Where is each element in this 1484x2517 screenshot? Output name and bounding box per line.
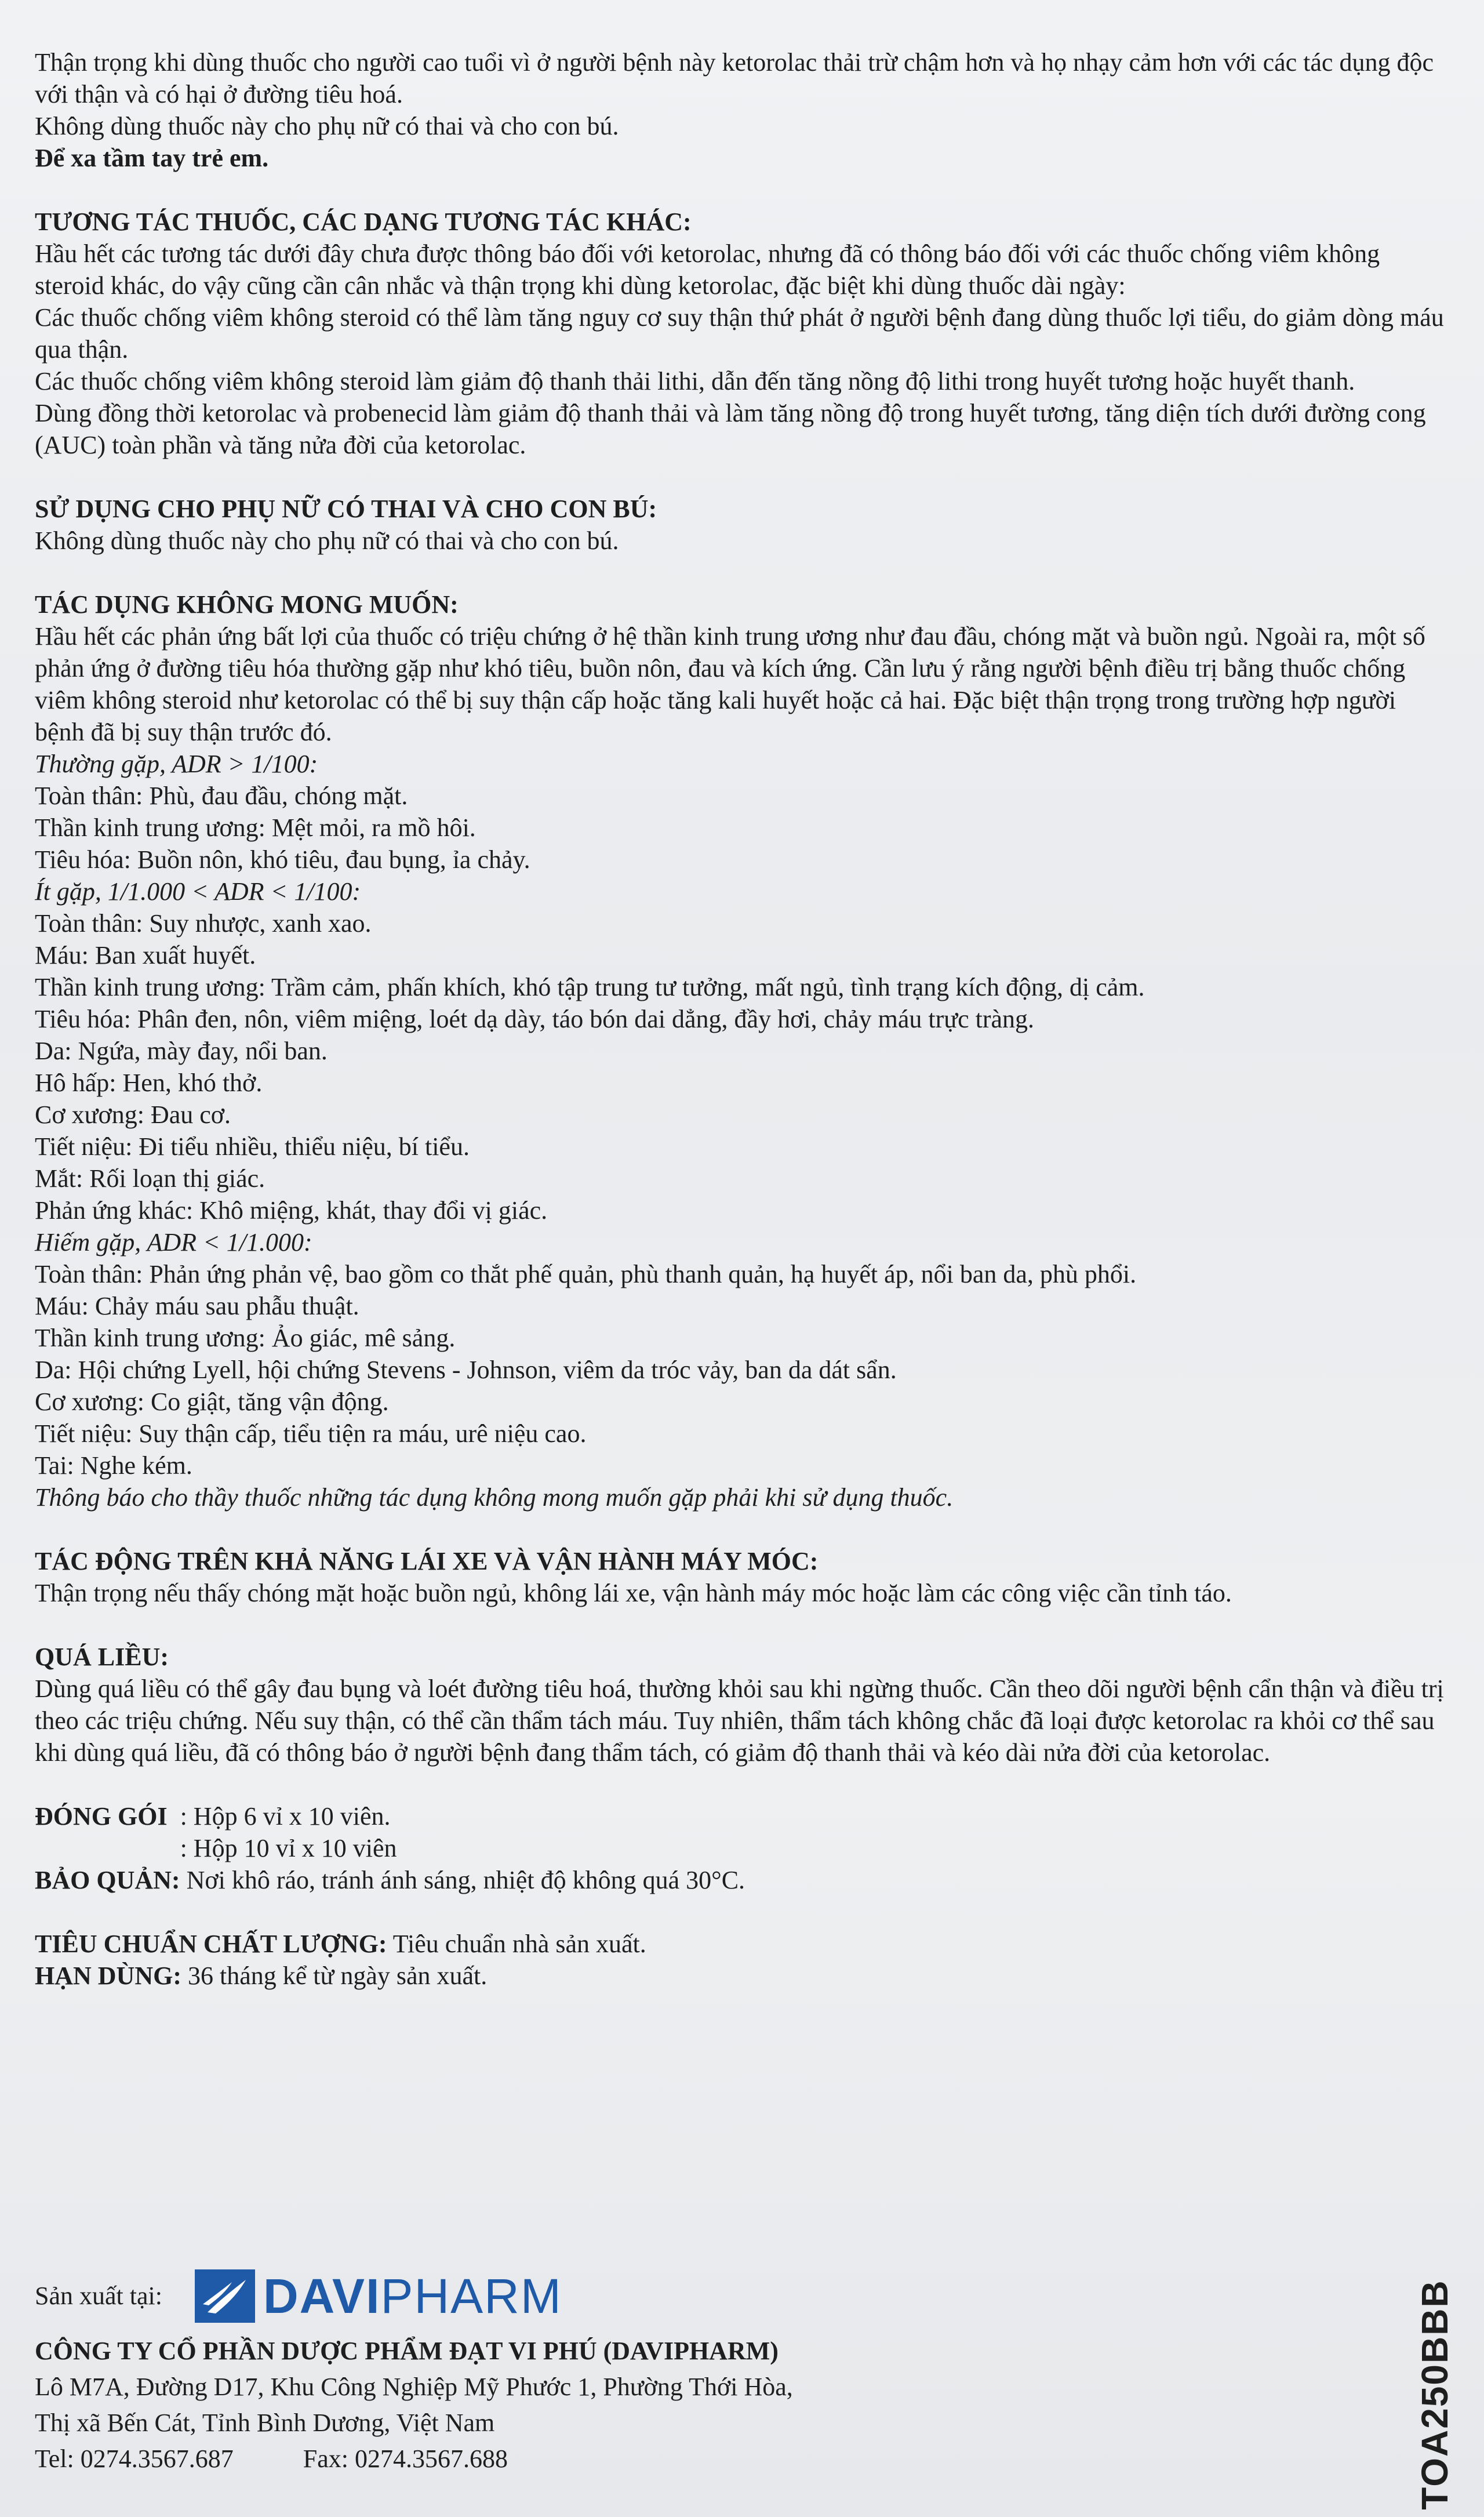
overdose-heading: QUÁ LIỀU: (35, 1643, 169, 1671)
adverse-item: Hô hấp: Hen, khó thở. (35, 1069, 263, 1097)
adverse-item: Toàn thân: Phản ứng phản vệ, bao gồm co thắt phế quản, phù thanh quản, hạ huyết áp, nổi ban da, phù phổi. (35, 1260, 1137, 1288)
leaflet-content (35, 46, 1449, 1992)
standard-section (35, 1928, 1449, 1992)
overdose-section (35, 1641, 1449, 1768)
caution-elderly: Thận trọng khi dùng thuốc cho người cao tuổi vì ở người bệnh này ketorolac thải trừ chậm hơn và họ nhạy cảm hơn với các tác dụng độc với thận và có hại ở đường tiêu hoá. (35, 48, 1434, 108)
print-code-text: TOA250BBB (1414, 2279, 1456, 2510)
adverse-item: Thần kinh trung ương: Ảo giác, mê sảng. (35, 1324, 456, 1352)
maker-row (35, 2267, 1368, 2325)
packaging-section (35, 1800, 1449, 1896)
interactions-paragraph: Các thuốc chống viêm không steroid làm giảm độ thanh thải lithi, dẫn đến tăng nồng độ lithi trong huyết tương hoặc huyết thanh. (35, 367, 1355, 395)
driving-section (35, 1545, 1449, 1609)
adverse-item: Cơ xương: Co giật, tăng vận động. (35, 1388, 389, 1416)
interactions-paragraph: Dùng đồng thời ketorolac và probenecid làm giảm độ thanh thải và làm tăng nồng độ trong huyết tương, tăng diện tích dưới đường cong (AUC) toàn phần và tăng nửa đời của ketorolac. (35, 399, 1426, 459)
caution-children: Để xa tầm tay trẻ em. (35, 144, 269, 172)
adverse-uncommon-label: Ít gặp, 1/1.000 < ADR < 1/100: (35, 877, 361, 906)
davipharm-logo (195, 2269, 562, 2323)
manufacturer-block (35, 2267, 1368, 2477)
adverse-item: Tiết niệu: Suy thận cấp, tiểu tiện ra máu, urê niệu cao. (35, 1419, 587, 1448)
storage-text: Nơi khô ráo, tránh ánh sáng, nhiệt độ không quá 30°C. (180, 1866, 745, 1894)
storage-row (35, 1864, 1449, 1896)
storage-label: BẢO QUẢN: (35, 1866, 180, 1894)
expiry-row (35, 1960, 1449, 1992)
standard-label: TIÊU CHUẨN CHẤT LƯỢNG: (35, 1930, 387, 1958)
adverse-item: Toàn thân: Suy nhược, xanh xao. (35, 909, 372, 938)
made-at-label: Sản xuất tại: (35, 2282, 162, 2310)
company-address-line: Thị xã Bến Cát, Tỉnh Bình Dương, Việt Nam (35, 2409, 495, 2437)
adverse-item: Cơ xương: Đau cơ. (35, 1100, 231, 1129)
driving-heading: TÁC ĐỘNG TRÊN KHẢ NĂNG LÁI XE VÀ VẬN HÀNH MÁY MÓC: (35, 1547, 819, 1575)
company-contacts (35, 2441, 1368, 2477)
pregnancy-section (35, 493, 1449, 557)
interactions-heading: TƯƠNG TÁC THUỐC, CÁC DẠNG TƯƠNG TÁC KHÁC: (35, 208, 692, 236)
adverse-item: Tiêu hóa: Phân đen, nôn, viêm miệng, loét dạ dày, táo bón dai dẳng, đầy hơi, chảy máu trực tràng. (35, 1005, 1035, 1033)
adverse-item: Da: Ngứa, mày đay, nổi ban. (35, 1037, 328, 1065)
adverse-item: Máu: Ban xuất huyết. (35, 941, 256, 969)
packaging-row (35, 1800, 1449, 1832)
adverse-item: Thần kinh trung ương: Mệt mỏi, ra mồ hôi. (35, 813, 476, 842)
caution-pregnancy: Không dùng thuốc này cho phụ nữ có thai và cho con bú. (35, 112, 619, 140)
adverse-item: Tai: Nghe kém. (35, 1451, 192, 1480)
adverse-section (35, 589, 1449, 1513)
pregnancy-text: Không dùng thuốc này cho phụ nữ có thai và cho con bú. (35, 526, 619, 555)
packaging-line: : Hộp 10 vỉ x 10 viên (180, 1834, 397, 1862)
adverse-intro: Hầu hết các phản ứng bất lợi của thuốc có triệu chứng ở hệ thần kinh trung ương như đau đầu, chóng mặt và buồn ngủ. Ngoài ra, một số phản ứng ở đường tiêu hóa thường gặp như khó tiêu, buồn nôn, đau và kích ứng. Cần lưu ý rằng người bệnh điều trị bằng thuốc chống viêm không steroid như ketorolac có thể bị suy thận cấp hoặc tăng kali huyết hoặc cả hai. Đặc biệt thận trọng trong trường hợp người bệnh đã bị suy thận trước đó. (35, 622, 1425, 746)
adverse-item: Thần kinh trung ương: Trầm cảm, phấn khích, khó tập trung tư tưởng, mất ngủ, tình trạng kích động, dị cảm. (35, 973, 1145, 1001)
standard-row (35, 1928, 1449, 1960)
packaging-row (35, 1832, 1449, 1864)
adverse-item: Mắt: Rối loạn thị giác. (35, 1164, 265, 1193)
adverse-item: Tiêu hóa: Buồn nôn, khó tiêu, đau bụng, ỉa chảy. (35, 845, 530, 874)
standard-text: Tiêu chuẩn nhà sản xuất. (387, 1930, 646, 1958)
company-address-line: Lô M7A, Đường D17, Khu Công Nghiệp Mỹ Phước 1, Phường Thới Hòa, (35, 2373, 793, 2401)
packaging-label: ĐÓNG GÓI (35, 1802, 180, 1830)
adverse-item: Tiết niệu: Đi tiểu nhiều, thiểu niệu, bí tiểu. (35, 1132, 470, 1161)
overdose-text: Dùng quá liều có thể gây đau bụng và loét đường tiêu hoá, thường khỏi sau khi ngừng thuốc. Cần theo dõi người bệnh cẩn thận và điều trị theo các triệu chứng. Nếu suy thận, có thể cần thẩm tách máu. Tuy nhiên, thẩm tách không chắc đã loại được ketorolac ra khỏi cơ thể sau khi dùng quá liều, đã có thông báo ở người bệnh đang thẩm tách, có giảm độ thanh thải và kéo dài nửa đời của ketorolac. (35, 1675, 1444, 1767)
driving-text: Thận trọng nếu thấy chóng mặt hoặc buồn ngủ, không lái xe, vận hành máy móc hoặc làm các công việc cần tỉnh táo. (35, 1579, 1232, 1607)
company-name: CÔNG TY CỔ PHẦN DƯỢC PHẨM ĐẠT VI PHÚ (DAVIPHARM) (35, 2337, 779, 2365)
pregnancy-heading: SỬ DỤNG CHO PHỤ NỮ CÓ THAI VÀ CHO CON BÚ: (35, 495, 657, 523)
adverse-notice: Thông báo cho thầy thuốc những tác dụng không mong muốn gặp phải khi sử dụng thuốc. (35, 1483, 954, 1512)
interactions-paragraph: Các thuốc chống viêm không steroid có thể làm tăng nguy cơ suy thận thứ phát ở người bệnh đang dùng thuốc lợi tiểu, do giảm dòng máu qua thận. (35, 303, 1444, 364)
interactions-paragraph: Hầu hết các tương tác dưới đây chưa được thông báo đối với ketorolac, nhưng đã có thông báo đối với các thuốc chống viêm không steroid khác, do vậy cũng cần cân nhắc và thận trọng khi dùng ketorolac, đặc biệt khi dùng thuốc dài ngày: (35, 239, 1380, 300)
adverse-item: Toàn thân: Phù, đau đầu, chóng mặt. (35, 782, 408, 810)
expiry-text: 36 tháng kể từ ngày sản xuất. (181, 1962, 488, 1990)
interactions-section (35, 206, 1449, 461)
davipharm-logo-icon (195, 2269, 255, 2323)
adverse-heading: TÁC DỤNG KHÔNG MONG MUỐN: (35, 590, 459, 619)
adverse-item: Da: Hội chứng Lyell, hội chứng Stevens - Johnson, viêm da tróc vảy, ban da dát sẩn. (35, 1356, 897, 1384)
adverse-common-label: Thường gặp, ADR > 1/100: (35, 750, 318, 778)
davipharm-logo-text: DAVIPHARM (263, 2269, 562, 2323)
company-tel: Tel: 0274.3567.687 (35, 2445, 234, 2473)
expiry-label: HẠN DÙNG: (35, 1962, 181, 1990)
company-fax: Fax: 0274.3567.688 (303, 2445, 508, 2473)
packaging-line: : Hộp 6 vỉ x 10 viên. (180, 1802, 391, 1830)
adverse-item: Máu: Chảy máu sau phẫu thuật. (35, 1292, 359, 1320)
adverse-item: Phản ứng khác: Khô miệng, khát, thay đổi vị giác. (35, 1196, 548, 1225)
adverse-rare-label: Hiếm gặp, ADR < 1/1.000: (35, 1228, 312, 1256)
print-code (1409, 2279, 1461, 2511)
